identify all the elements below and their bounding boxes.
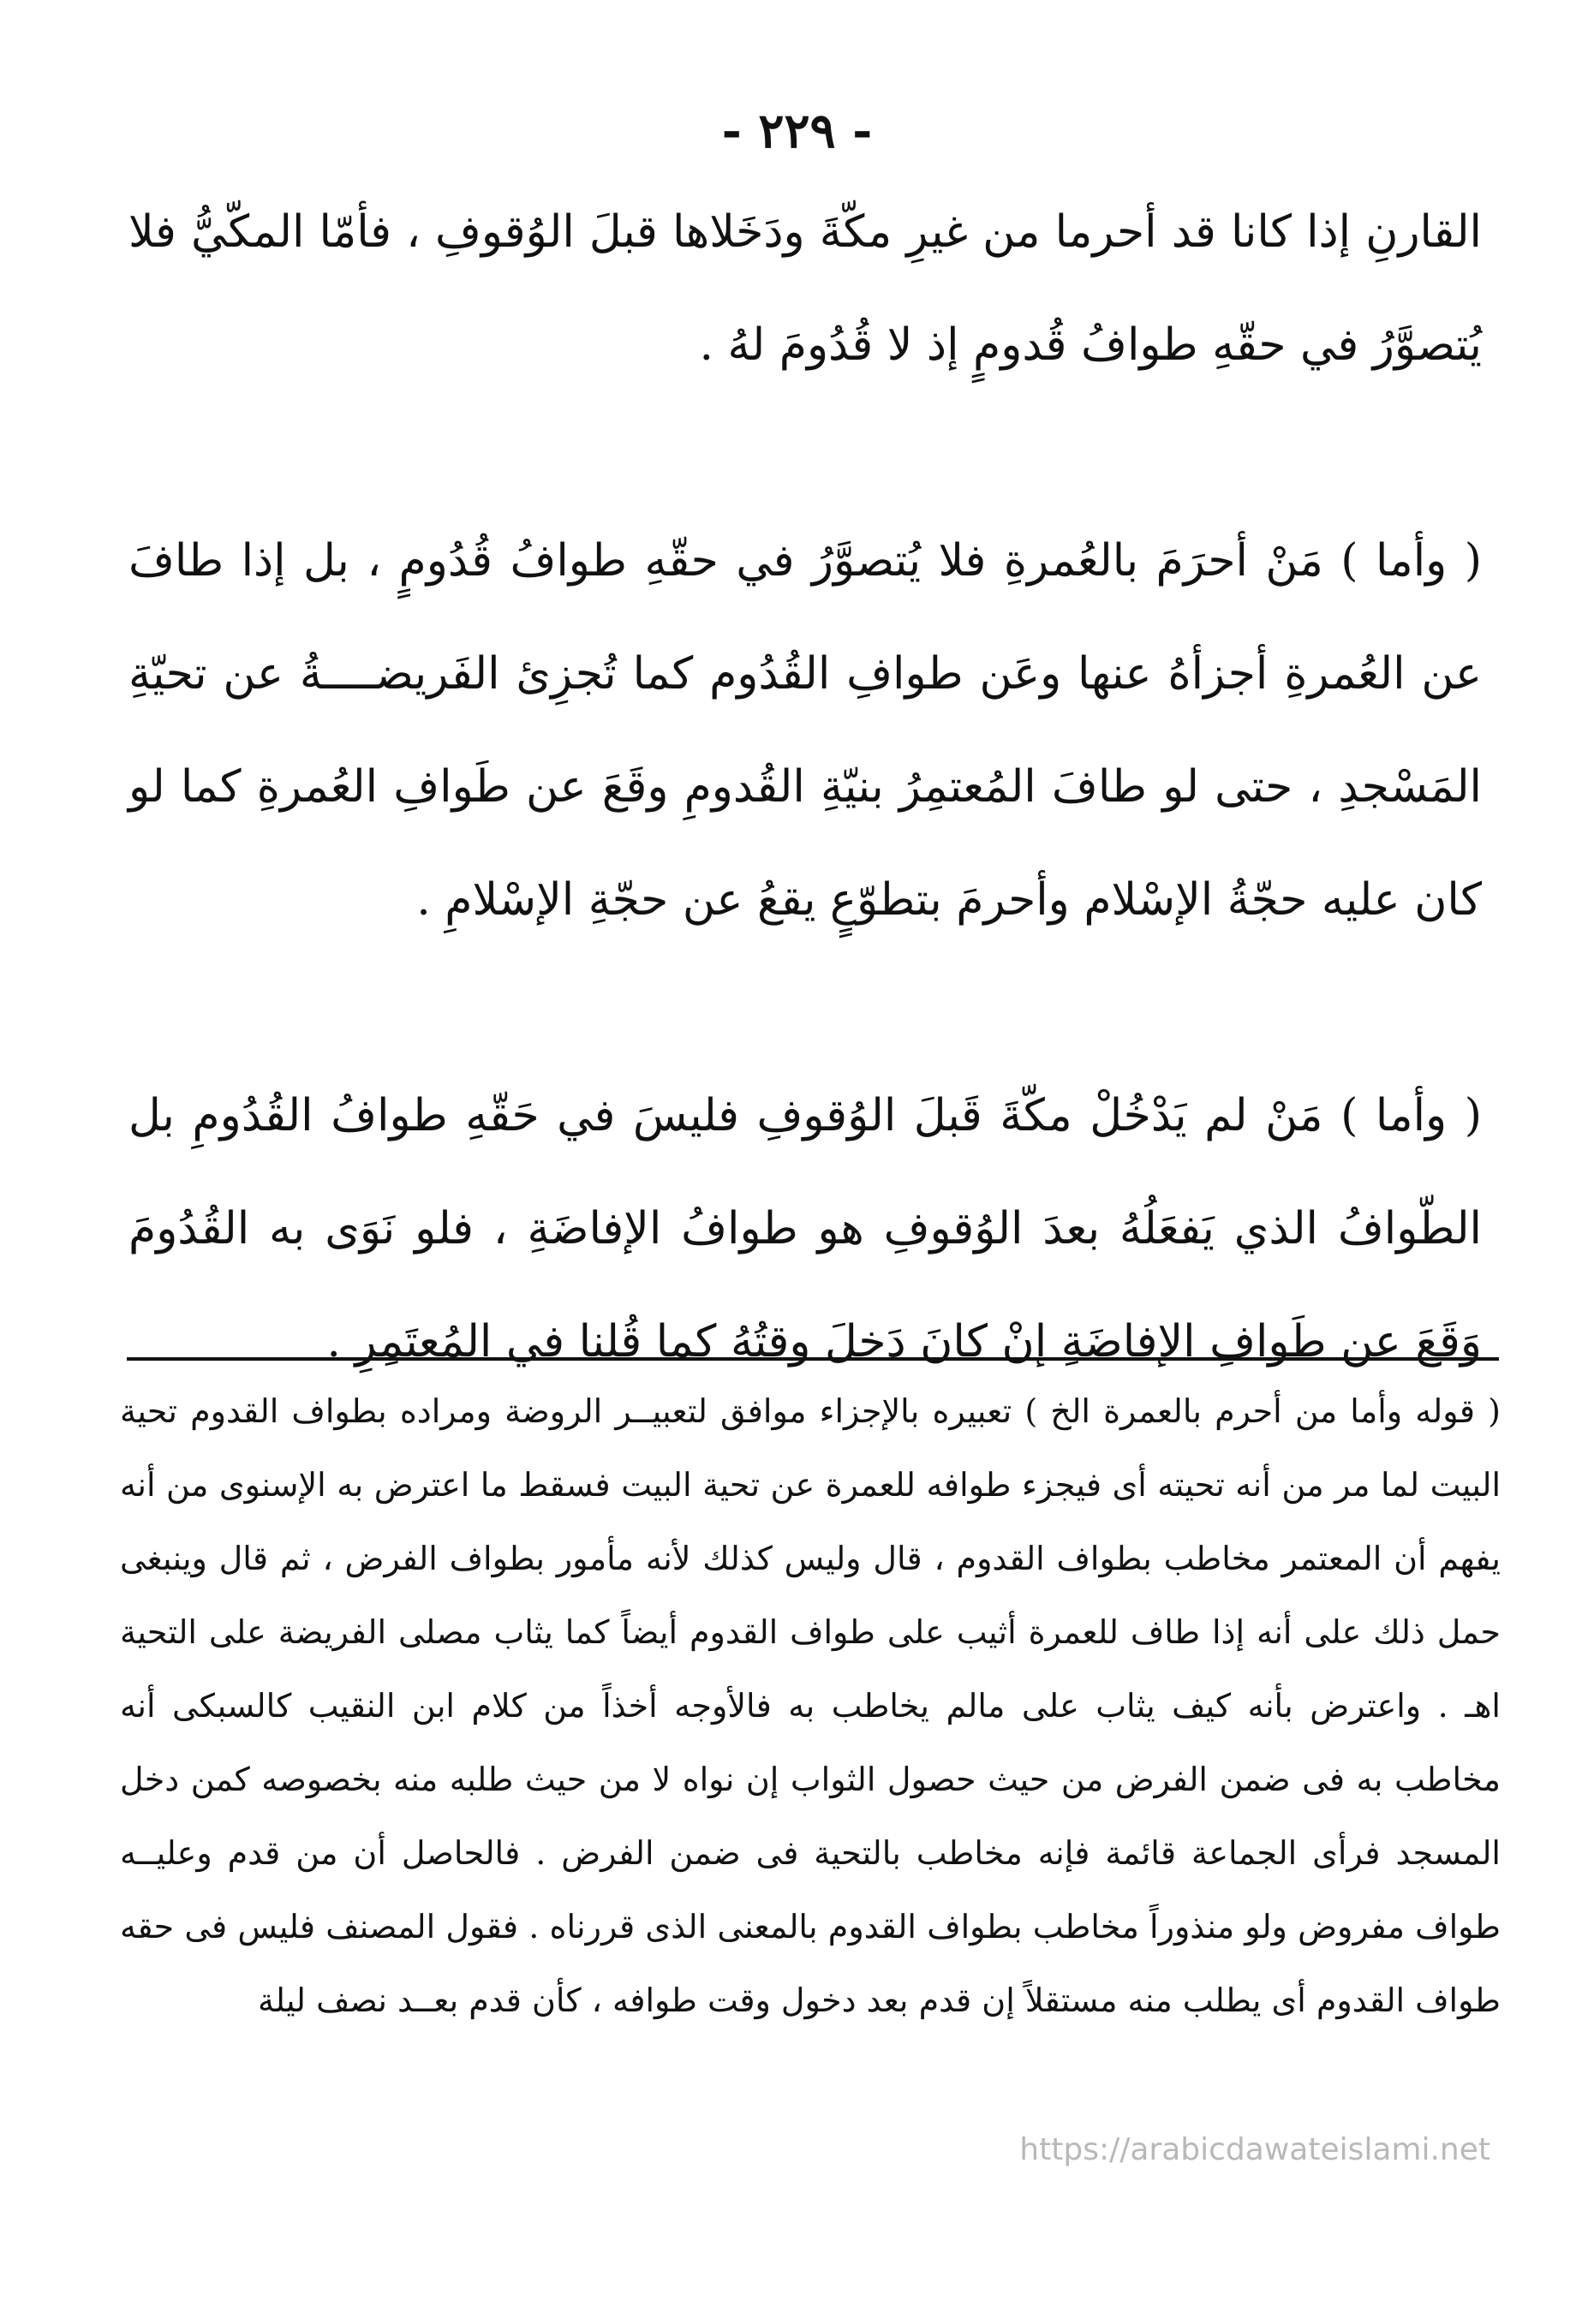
main-text <box>128 176 1482 1398</box>
page-number: - ٢٢٩ - <box>721 103 873 159</box>
footnote: ( قوله وأما من أحرم بالعمرة الخ ) تعبيره بالإجزاء موافق لتعبيــر الروضة ومراده بطواف القدوم تحية البيت لما مر من أنه تحيته أى فيجزء طوافه للعمرة عن تحية البيت فسقط ما اعترض به الإسنوى من أنه يفهم أن المعتمر مخاطب بطواف القدوم ، قال وليس كذلك لأنه مأمور بطواف الفرض ، ثم قال وينبغى حمل ذلك على أنه إذا طاف للعمرة أثيب على طواف القدوم أيضاً كما يثاب مصلى الفريضة على التحية اهـ . واعترض بأنه كيف يثاب على مالم يخاطب به فالأوجه أخذاً من كلام ابن النقيب كالسبكى أنه مخاطب به فى ضمن الفرض من حيث حصول الثواب إن نواه لا من حيث طلبه منه بخصوصه كمن دخل المسجد فرأى الجماعة قائمة فإنه مخاطب بالتحية فى ضمن الفرض . فالحاصل أن من قدم وعليــه طواف مفروض ولو منذوراً مخاطب بطواف القدوم بالمعنى الذى قررناه . فقول المصنف فليس فى حقه طواف القدوم أى يطلب منه مستقلاً إن قدم بعد دخول وقت طوافه ، كأن قدم بعــد نصف ليلة <box>120 1392 1501 2019</box>
watermark-url: https://arabicdawateislami.net <box>1019 2132 1490 2167</box>
footnote-divider <box>127 1357 1499 1361</box>
paragraph: ( وأما ) مَنْ لم يَدْخُلْ مكّةَ قَبلَ الوُقوفِ فليسَ في حَقّهِ طوافُ القُدُومِ بل الطّوافُ الذي يَفعَلُهُ بعدَ الوُقوفِ هو طوافُ الإفاضَةِ ، فلو نَوَى به القُدُومَ وَقَعَ عن طَوافِ الإفاضَةِ إنْ كانَ دَخلَ وقتُهُ كما قُلنا في المُعتَمِرِ . <box>128 1090 1482 1368</box>
paragraph: ( وأما ) مَنْ أحرَمَ بالعُمرةِ فلا يُتصوَّرُ في حقّهِ طوافُ قُدُومٍ ، بل إذا طافَ عن العُمرةِ أجزأهُ عنها وعَن طوافِ القُدُوم كما تُجزِئ الفَريضــــةُ عن تحيّةِ المَسْجدِ ، حتى لو طافَ المُعتمِرُ بنيّةِ القُدومِ وقَعَ عن طَوافِ العُمرةِ كما لو كان عليه حجّةُ الإسْلام وأحرمَ بتطوّعٍ يقعُ عن حجّةِ الإسْلامِ . <box>128 535 1482 926</box>
paragraph: القارنِ إذا كانا قد أحرما من غيرِ مكّةَ ودَخَلاها قبلَ الوُقوفِ ، فأمّا المكّيُّ فلا يُتصوَّرُ في حقّهِ طوافُ قُدومٍ إذ لا قُدُومَ لهُ . <box>128 206 1482 371</box>
